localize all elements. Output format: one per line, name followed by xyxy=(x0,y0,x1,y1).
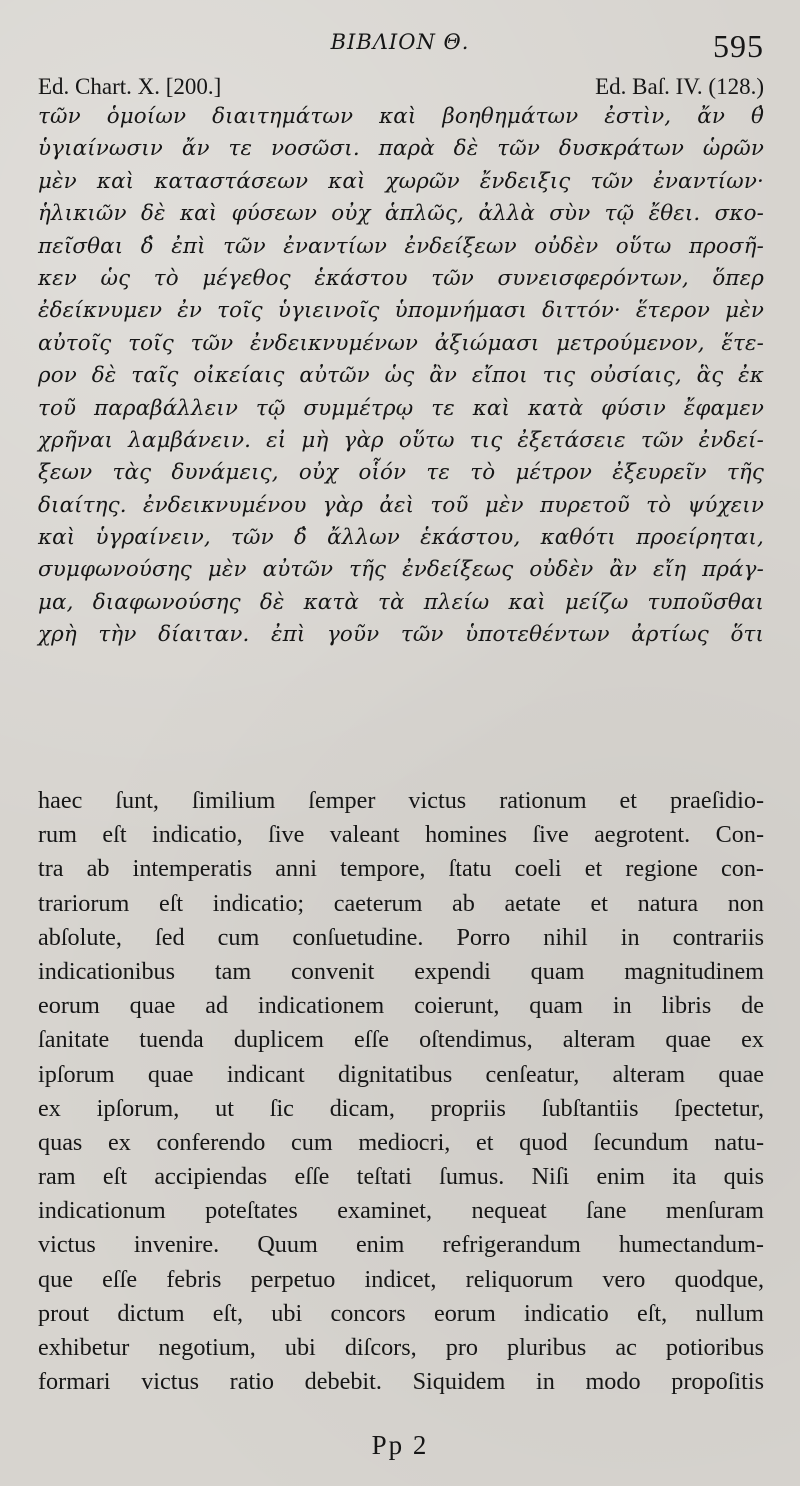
running-title: BIBΛΙΟΝ Θ. xyxy=(330,30,470,54)
greek-text-line: ἡλικιῶν δὲ καὶ φύσεων οὐχ ἁπλῶς, ἀλλὰ σὺν τῷ ἔθει. σκο- xyxy=(38,201,764,227)
latin-text-line: que eſſe febris perpetuo indicet, reliquorum vero quodque, xyxy=(38,1265,764,1293)
greek-text-line: διαίτης. ἐνδεικνυμένου γὰρ ἀεὶ τοῦ μὲν πυρετοῦ τὸ ψύχειν xyxy=(38,492,764,518)
greek-text-block xyxy=(38,101,764,652)
latin-text-line: ſanitate tuenda duplicem eſſe oſtendimus, alteram quae ex xyxy=(38,1026,764,1054)
latin-text-line: trariorum eſt indicatio; caeterum ab aetate et natura non xyxy=(38,889,764,917)
latin-text-line: quas ex conferendo cum mediocri, et quod ſecundum natu- xyxy=(38,1128,764,1156)
latin-text-line: victus invenire. Quum enim refrigerandum humectandum- xyxy=(38,1231,764,1259)
latin-text-line: indicationibus tam convenit expendi quam magnitudinem xyxy=(38,957,764,985)
greek-text-line: συμφωνούσης μὲν αὐτῶν τῆς ἐνδείξεως οὐδὲν ἂν εἴη πράγ- xyxy=(38,557,764,583)
greek-text-line: πεῖσθαι δ̓ ἐπὶ τῶν ἐναντίων ἐνδείξεων οὐδὲν οὕτω προσῆ- xyxy=(38,233,764,259)
page-number: 595 xyxy=(713,28,764,64)
latin-text-line: abſolute, ſed cum conſuetudine. Porro nihil in contrariis xyxy=(38,923,764,951)
greek-text-line: χρῆναι λαμβάνειν. εἰ μὴ γὰρ οὕτω τις ἐξετάσειε τῶν ἐνδεί- xyxy=(38,427,764,453)
latin-text-line: eorum quae ad indicationem coierunt, quam in libris de xyxy=(38,992,764,1020)
greek-text-line: μὲν καὶ καταστάσεων καὶ χωρῶν ἔνδειξις τῶν ἐναντίων· xyxy=(38,168,764,194)
latin-text-line: indicationum poteſtates examinet, nequeat ſane menſuram xyxy=(38,1197,764,1225)
latin-text-line: ex ipſorum, ut ſic dicam, propriis ſubſtantiis ſpectetur, xyxy=(38,1094,764,1122)
greek-text-line: μα, διαφωνούσης δὲ κατὰ τὰ πλείω καὶ μείζω τυποῦσθαι xyxy=(38,589,764,615)
greek-text-line: κεν ὡς τὸ μέγεθος ἑκάστου τῶν συνεισφερόντων, ὅπερ xyxy=(38,265,764,291)
latin-text-line: rum eſt indicatio, ſive valeant homines ſive aegrotent. Con- xyxy=(38,821,764,849)
latin-text-line: exhibetur negotium, ubi diſcors, pro pluribus ac potioribus xyxy=(38,1334,764,1361)
greek-text-line: ἐδείκνυμεν ἐν τοῖς ὑγιεινοῖς ὑπομνήμασι διττόν· ἕτερον μὲν xyxy=(38,298,764,324)
latin-text-line: haec ſunt, ſimilium ſemper victus rationum et praeſidio- xyxy=(38,787,764,814)
latin-text-block xyxy=(38,784,764,1399)
greek-text-line: ξεων τὰς δυνάμεις, οὐχ οἷόν τε τὸ μέτρον ἐξευρεῖν τῆς xyxy=(38,460,764,486)
greek-text-line: ὑγιαίνωσιν ἄν τε νοσῶσι. παρὰ δὲ τῶν δυσκράτων ὡρῶν xyxy=(38,136,764,162)
latin-text-line: tra ab intemperatis anni tempore, ſtatu coeli et regione con- xyxy=(38,855,764,883)
greek-text-line: τοῦ παραβάλλειν τῷ συμμέτρῳ τε καὶ κατὰ φύσιν ἔφαμεν xyxy=(38,395,764,421)
latin-text-line: formari victus ratio debebit. Siquidem in modo propoſitis xyxy=(38,1368,764,1396)
edition-reference-right: Ed. Baſ. IV. (128.) xyxy=(595,74,764,99)
latin-text-line: prout dictum eſt, ubi concors eorum indicatio eſt, nullum xyxy=(38,1299,764,1327)
latin-text-line: ipſorum quae indicant dignitatibus cenſeatur, alteram quae xyxy=(38,1060,764,1088)
latin-text-line: ram eſt accipiendas eſſe teſtati ſumus. Niſi enim ita quis xyxy=(38,1163,764,1191)
signature-mark: Pp 2 xyxy=(371,1430,429,1460)
greek-text-line: χρὴ τὴν δίαιταν. ἐπὶ γοῦν τῶν ὑποτεθέντων ἀρτίως ὅτι xyxy=(38,622,764,648)
greek-text-line: καὶ ὑγραίνειν, τῶν δ̓ ἄλλων ἑκάστου, καθότι προείρηται, xyxy=(38,525,764,551)
edition-reference-left: Ed. Chart. X. [200.] xyxy=(38,74,222,99)
greek-text-line: αὐτοῖς τοῖς τῶν ἐνδεικνυμένων ἀξιώμασι μετρούμενον, ἕτε- xyxy=(38,330,764,356)
greek-text-line: ρον δὲ ταῖς οἰκείαις αὐτῶν ὡς ἂν εἴποι τις οὐσίαις, ἃς ἐκ xyxy=(38,363,764,389)
greek-text-line: τῶν ὁμοίων διαιτημάτων καὶ βοηθημάτων ἐστὶν, ἄν θ̓ xyxy=(38,104,764,129)
